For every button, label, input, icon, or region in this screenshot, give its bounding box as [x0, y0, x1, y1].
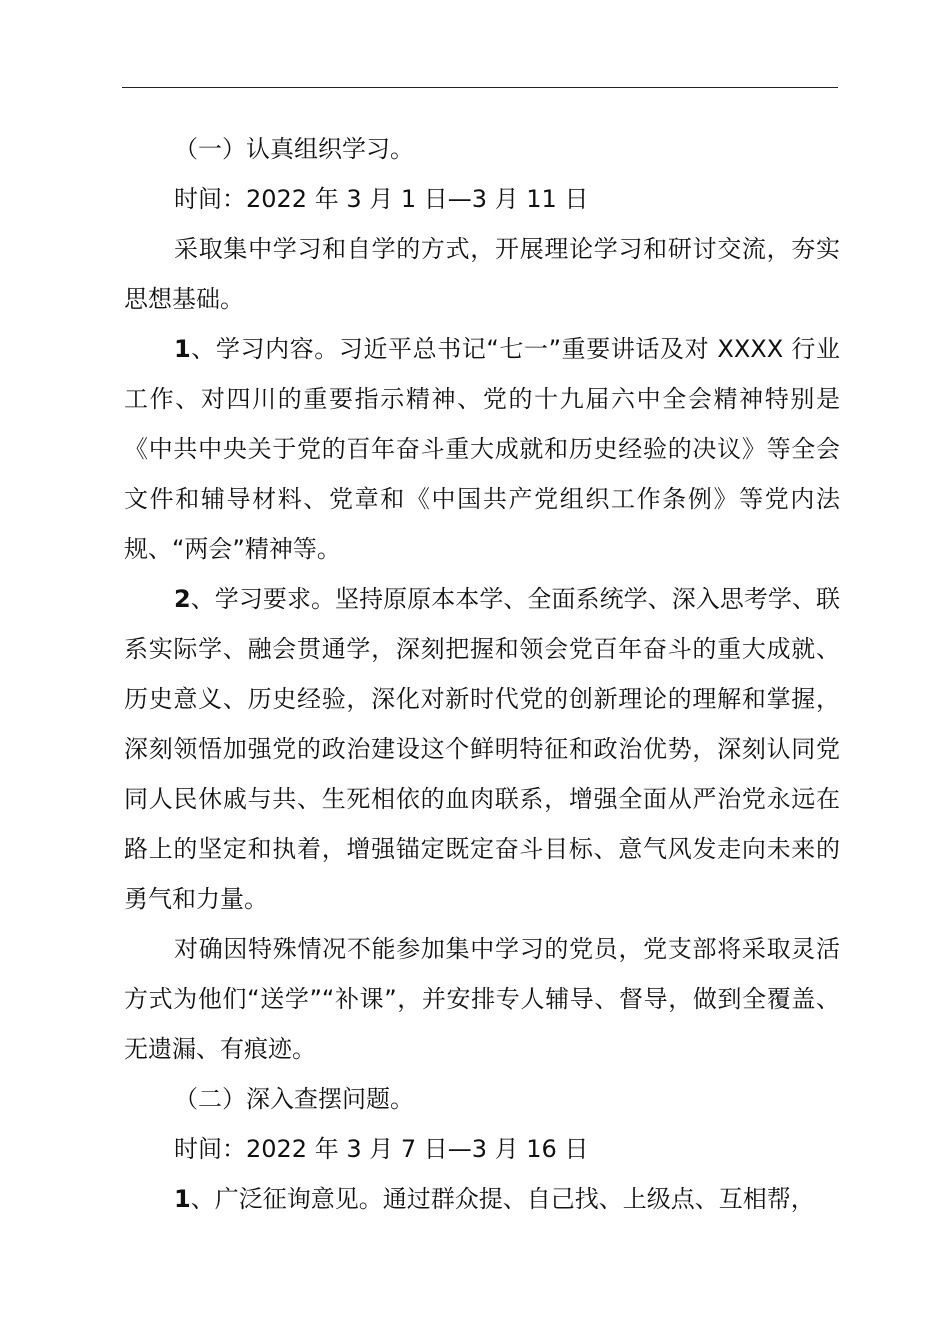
section-heading-2: （二）深入查摆问题。	[174, 1085, 414, 1113]
paragraph-special-cases: 对确因特殊情况不能参加集中学习的党员，党支部将采取灵活方式为他们“送学”“补课”，并安排专人辅导、督导，做到全覆盖、无遗漏、有痕迹。	[124, 935, 840, 1063]
time-line-1: 时间：2022 年 3 月 1 日—3 月 11 日	[174, 185, 589, 213]
item-number: 1	[174, 1185, 191, 1213]
time-line-2: 时间：2022 年 3 月 7 日—3 月 16 日	[174, 1135, 589, 1163]
item-number: 2	[174, 585, 191, 613]
document-body	[124, 124, 840, 1224]
section-heading-1: （一）认真组织学习。	[174, 135, 414, 163]
item-text: 、广泛征询意见。通过群众提、自己找、上级点、互相帮，	[190, 1185, 815, 1213]
item-number: 1	[174, 335, 191, 363]
paragraph-study-method: 采取集中学习和自学的方式，开展理论学习和研讨交流，夯实思想基础。	[124, 235, 840, 313]
paragraph-study-requirements	[124, 574, 840, 924]
paragraph-study-content	[124, 324, 840, 574]
paragraph-solicit-opinions	[124, 1174, 840, 1224]
item-text: 、学习要求。坚持原原本本学、全面系统学、深入思考学、联系实际学、融会贯通学，深刻把握和领会党百年奋斗的重大成就、历史意义、历史经验，深化对新时代党的创新理论的理解和掌握，深刻领悟加强党的政治建设这个鲜明特征和政治优势，深刻认同党同人民休戚与共、生死相依的血肉联系，增强全面从严治党永远在路上的坚定和执着，增强锚定既定奋斗目标、意气风发走向未来的勇气和力量。	[124, 585, 840, 913]
item-text: 、学习内容。习近平总书记“七一”重要讲话及对 XXXX 行业工作、对四川的重要指示精神、党的十九届六中全会精神特别是《中共中央关于党的百年奋斗重大成就和历史经验的决议》等全会文件和辅导材料、党章和《中国共产党组织工作条例》等党内法规、“两会”精神等。	[124, 335, 840, 563]
header-rule	[122, 87, 838, 88]
